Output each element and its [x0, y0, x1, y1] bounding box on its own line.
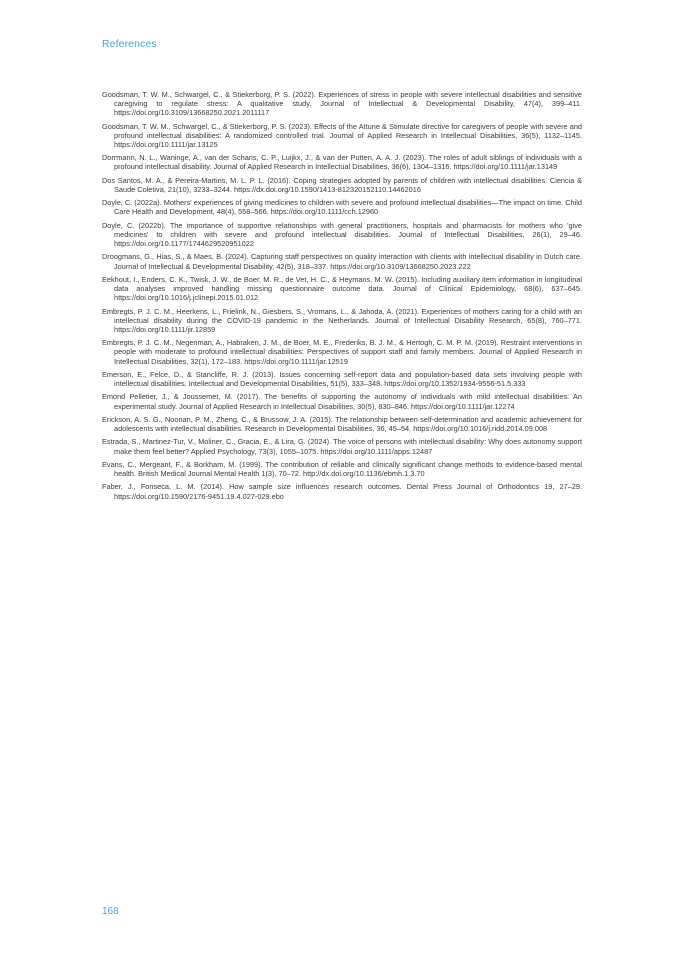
- reference-entry: Goodsman, T. W. M., Schwargel, C., & Stiekerborg, P. S. (2023). Effects of the Attune & Stimulate directive for caregivers of people with severe and profound intellectual disabilities: A randomized controlled trial. Journal of Applied Research in Intellectual Disabilities, 36(5), 1132–1145. https://doi.org/10.1111/jar.13125: [102, 121, 582, 149]
- reference-entry: Erickson, A. S. G., Noonan, P. M., Zheng, C., & Brussow, J. A. (2015). The relationship between self-determination and academic achievement for adolescents with intellectual disabilities. Research in Developmental Disabilities, 36, 45–54. https://doi.org/10.1016/j.ridd.2014.09.008: [102, 414, 582, 434]
- reference-list: [102, 90, 582, 505]
- reference-entry: Goodsman, T. W. M., Schwargel, C., & Stiekerborg, P. S. (2022). Experiences of stress in people with severe intellectual disabilities and sensitive caregiving to regulate stress: A qualitative study. Journal of Intellectual & Developmental Disability, 47(4), 399–411. https://doi.org/10.3109/13668250.2021.2011117: [102, 90, 582, 118]
- page-number: 168: [102, 906, 119, 917]
- reference-entry: Estrada, S., Martinez-Tur, V., Moliner, C., Gracia, E., & Lira, G. (2024). The voice of persons with intellectual disability: Why does autonomy support make them feel better? Applied Psychology, 73(3), 1055–1075. https://doi.org/10.1111/apps.12487: [102, 437, 582, 456]
- reference-entry: Dorrmann, N. L., Waninge, A., van der Schans, C. P., Luijkx, J., & van der Putten, A. A. J. (2023). The roles of adult siblings of individuals with a profound intellectual disability. Journal of Applied Research in Intellectual Disabilities, 36(6), 1304–1316. https://doi.org/10.1111/jar.13149: [102, 153, 582, 172]
- reference-entry: Dos Santos, M. A., & Pereira-Martins, M. L. P. L. (2016). Coping strategies adopted by parents of children with intellectual disabilities. Ciencia & Saude Coletiva, 21(10), 3233–3244. https://dx.doi.org/10.1590/1413-812320152110.14462016: [102, 175, 582, 194]
- running-head-title: References: [102, 38, 157, 50]
- reference-entry: Evans, C., Mergeant, F., & Borkham, M. (1999). The contribution of reliable and clinically significant change methods to evidence-based mental health. British Medical Journal Mental Health 1(3), 70–72. http://dx.doi.org/10.1136/ebmh.1.3.70: [102, 459, 582, 479]
- reference-entry: Embregts, P. J. C. M., Heerkens, L., Frielink, N., Giesbers, S., Vromans, L., & Jahoda, A. (2021). Experiences of mothers caring for a child with an intellectual disability during the COVID-19 pandemic in the Netherlands. Journal of Intellectual Disability Research, 65(8), 760–771. https://doi.org/10.1111/jir.12859: [102, 306, 582, 334]
- reference-entry: Faber, J., Fonseca, L. M. (2014). How sample size influences research outcomes. Dental Press Journal of Orthodontics 19, 27–29. https://doi.org/10.1590/2176-9451.19.4.027-029.ebo: [102, 482, 582, 501]
- reference-entry: Doyle, C. (2022a). Mothers' experiences of giving medicines to children with severe and profound intellectual disabilities—The impact on time. Child Care Health and Development, 48(4), 558–566. https://doi.org/10.1111/cch.12960: [102, 198, 582, 217]
- reference-entry: Eekhout, I., Enders, C. K., Twisk, J. W., de Boer, M. R., de Vet, H. C., & Heymans, M. W. (2015). Including auxiliary item information in longitudinal data analyses improved handling missing questionnaire outcome data. Journal of Clinical Epidemiology, 68(6), 637–645. https://doi.org/10.1016/j.jclinepi.2015.01.012: [102, 274, 582, 303]
- reference-entry: Doyle, C. (2022b). The importance of supportive relationships with general practitioners, hospitals and pharmacists for mothers who 'give medicines' to children with severe and profound intellectual disabilities. Journal of Intellectual Disabilities, 26(1), 29–46. https://doi.org/10.1177/1744629520951022: [102, 220, 582, 249]
- reference-entry: Emond Pelletier, J., & Joussemet, M. (2017). The benefits of supporting the autonomy of individuals with mild intellectual disabilities: An experimental study. Journal of Applied Research in Intellectual Disabilities, 30(5), 830–846. https://doi.org/10.1111/jar.12274: [102, 392, 582, 411]
- reference-entry: Droogmans, G., Hias, S., & Maes, B. (2024). Capturing staff perspectives on quality interaction with clients with intellectual disability in Dutch care. Journal of Intellectual & Developmental Disability, 42(5), 318–337. https://doi.org/10.3109/13668250.2023.222: [102, 252, 582, 271]
- reference-entry: Emerson, E., Felce, D., & Stancliffe, R. J. (2013). Issues concerning self-report data and population-based data sets involving people with intellectual disabilities. Intellectual and Developmental Disabilities, 51(5), 333–348. https://doi.org/10.1352/1934-9556-51.5.333: [102, 369, 582, 389]
- reference-entry: Embregts, P. J. C. M., Negenman, A., Habraken, J. M., de Boer, M. E., Frederiks, B. J. M., & Hertogh, C. M. P. M. (2019). Restraint interventions in people with moderate to profound intellectual disabilities: Perspectives of support staff and family members. Journal of Applied Research in Intellectual Disabilities, 32(1), 172–183. https://doi.org/10.1111/jar.12519: [102, 338, 582, 366]
